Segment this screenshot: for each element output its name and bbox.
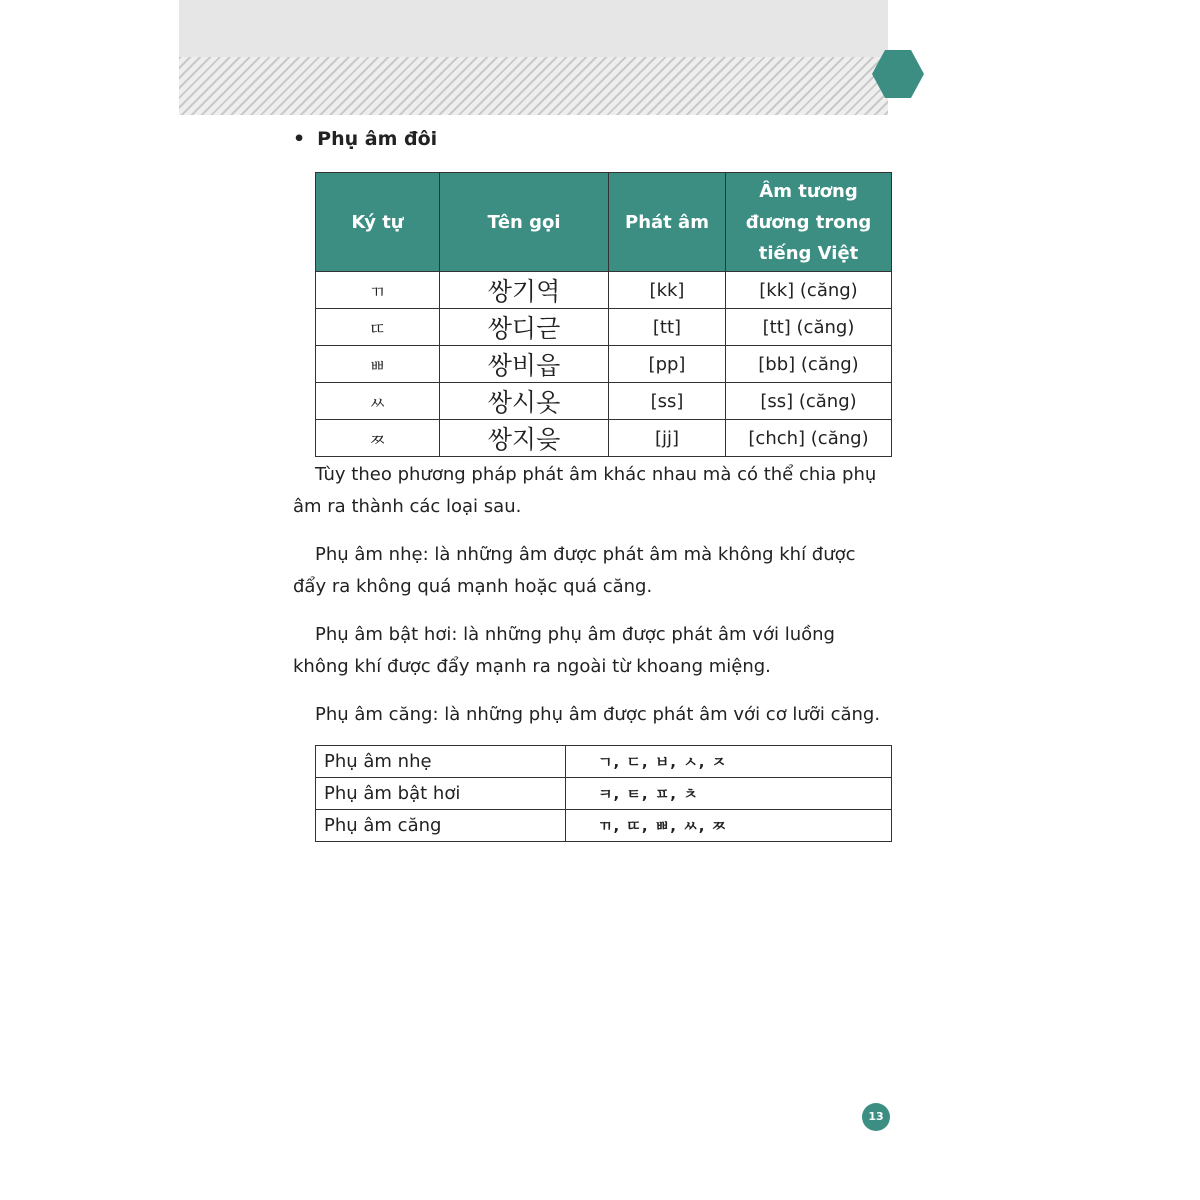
table-row <box>316 383 892 420</box>
header-vietnamese-equivalent: Âm tương đương trong tiếng Việt <box>726 173 892 272</box>
type-letters: ㅋ, ㅌ, ㅍ, ㅊ <box>566 778 892 810</box>
cell-vietnamese: [bb] (căng) <box>726 346 892 383</box>
section-title <box>293 128 437 150</box>
cell-name: 쌍디귿 <box>440 309 609 346</box>
type-label: Phụ âm nhẹ <box>316 746 566 778</box>
cell-character: ㅆ <box>316 383 440 420</box>
cell-name: 쌍시옷 <box>440 383 609 420</box>
consonant-types-table <box>315 745 892 842</box>
cell-character: ㅉ <box>316 420 440 457</box>
cell-pronunciation: [jj] <box>609 420 726 457</box>
cell-vietnamese: [chch] (căng) <box>726 420 892 457</box>
table-row <box>316 420 892 457</box>
header-character: Ký tự <box>316 173 440 272</box>
table-row <box>316 272 892 309</box>
double-consonant-table <box>315 172 892 457</box>
paragraph-intro <box>293 459 893 523</box>
cell-name: 쌍비읍 <box>440 346 609 383</box>
table-row <box>316 346 892 383</box>
cell-vietnamese: [tt] (căng) <box>726 309 892 346</box>
bullet-icon: • <box>293 128 306 150</box>
paragraph-aspirated-consonant-text: Phụ âm bật hơi: là những phụ âm được phát âm với luồng không khí được đẩy mạnh ra ngoài từ khoang miệng. <box>293 624 835 677</box>
section-title-text: Phụ âm đôi <box>317 128 438 150</box>
type-label: Phụ âm bật hơi <box>316 778 566 810</box>
cell-character: ㄲ <box>316 272 440 309</box>
cell-vietnamese: [ss] (căng) <box>726 383 892 420</box>
cell-name: 쌍기역 <box>440 272 609 309</box>
table-row <box>316 746 892 778</box>
cell-character: ㄸ <box>316 309 440 346</box>
cell-name: 쌍지읒 <box>440 420 609 457</box>
page-number-badge: 13 <box>862 1103 890 1131</box>
type-label: Phụ âm căng <box>316 810 566 842</box>
table-row <box>316 309 892 346</box>
table-row <box>316 810 892 842</box>
header-name: Tên gọi <box>440 173 609 272</box>
cell-pronunciation: [ss] <box>609 383 726 420</box>
type-letters: ㄲ, ㄸ, ㅃ, ㅆ, ㅉ <box>566 810 892 842</box>
paragraph-tense-consonant <box>293 699 893 731</box>
cell-pronunciation: [kk] <box>609 272 726 309</box>
cell-vietnamese: [kk] (căng) <box>726 272 892 309</box>
header-hatch-pattern <box>179 57 888 115</box>
header-pronunciation: Phát âm <box>609 173 726 272</box>
cell-character: ㅃ <box>316 346 440 383</box>
cell-pronunciation: [pp] <box>609 346 726 383</box>
paragraph-light-consonant-text: Phụ âm nhẹ: là những âm được phát âm mà không khí được đẩy ra không quá mạnh hoặc quá căng. <box>293 544 856 597</box>
table-header-row <box>316 173 892 272</box>
paragraph-aspirated-consonant <box>293 619 893 683</box>
paragraph-light-consonant <box>293 539 893 603</box>
table-row <box>316 778 892 810</box>
paragraph-tense-consonant-text: Phụ âm căng: là những phụ âm được phát âm với cơ lưỡi căng. <box>315 704 881 725</box>
cell-pronunciation: [tt] <box>609 309 726 346</box>
type-letters: ㄱ, ㄷ, ㅂ, ㅅ, ㅈ <box>566 746 892 778</box>
paragraph-intro-text: Tùy theo phương pháp phát âm khác nhau mà có thể chia phụ âm ra thành các loại sau. <box>293 464 877 517</box>
